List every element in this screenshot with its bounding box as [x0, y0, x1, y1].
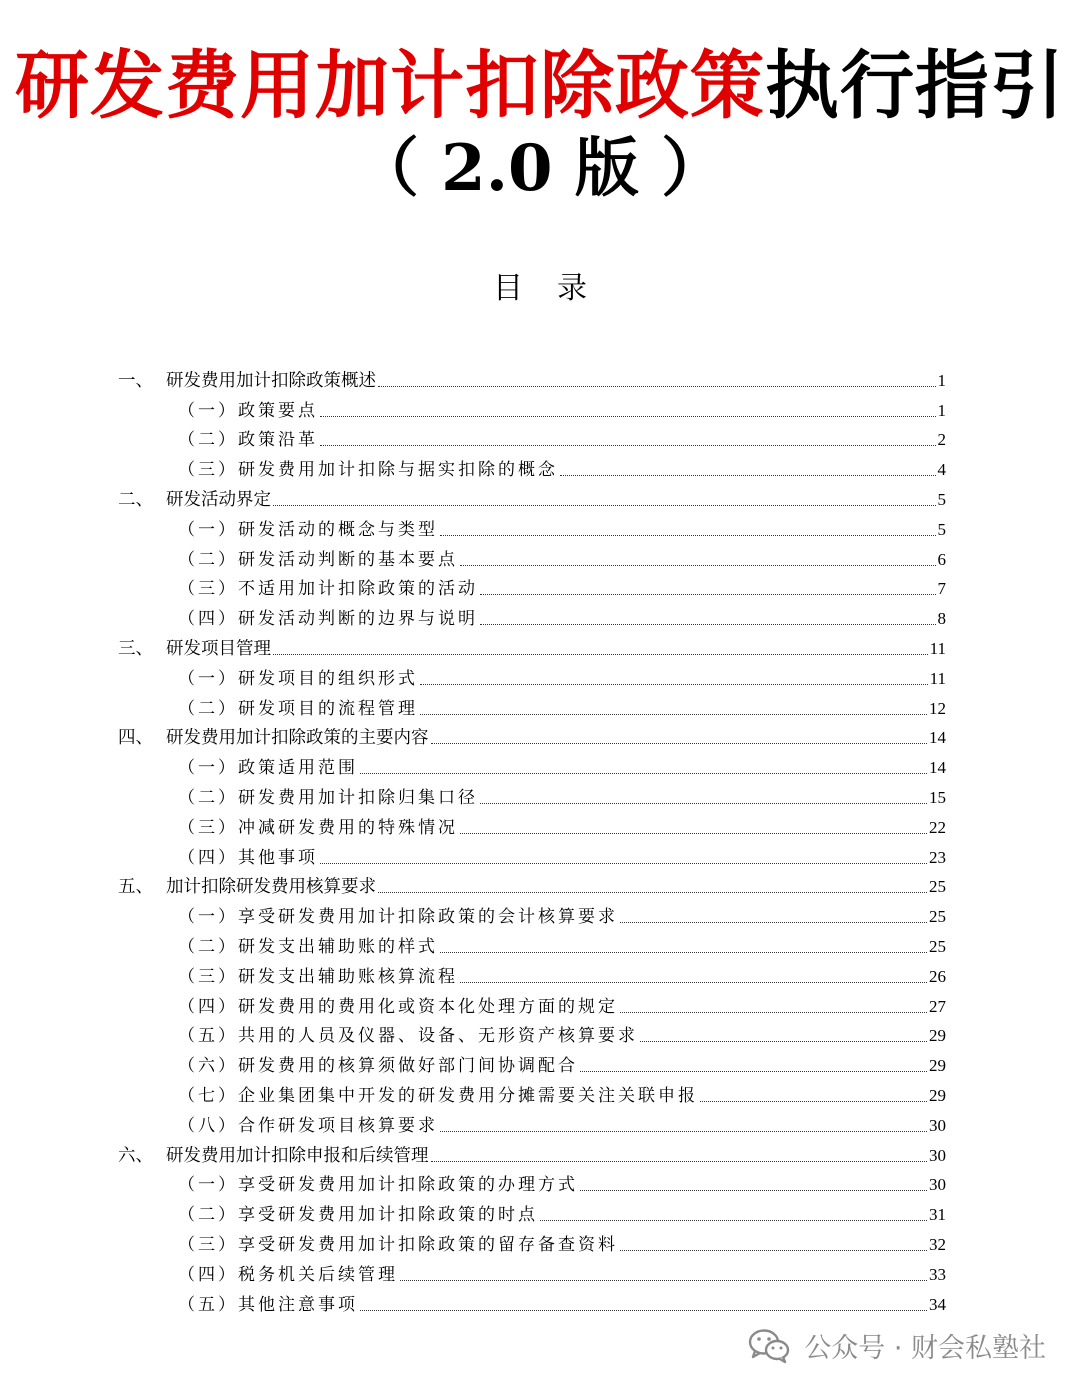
toc-entry-title: （八）合作研发项目核算要求 [178, 1115, 438, 1136]
toc-page-number: 30 [929, 1115, 946, 1135]
toc-page-number: 29 [929, 1026, 946, 1046]
toc-page-number: 30 [929, 1145, 946, 1165]
toc-subsection-entry [118, 423, 946, 453]
toc-entry-title: （五）共用的人员及仪器、设备、无形资产核算要求 [178, 1026, 638, 1047]
toc-dot-leader [620, 1250, 927, 1251]
toc-subsection-entry [118, 572, 946, 602]
toc-section-entry [118, 363, 946, 393]
toc-dot-leader [580, 1071, 927, 1072]
toc-dot-leader [620, 1012, 927, 1013]
toc-dot-leader [460, 982, 927, 983]
toc-page-number: 12 [929, 698, 946, 718]
toc-section-entry [118, 721, 946, 751]
toc-subsection-entry [118, 1019, 946, 1049]
toc-page-number: 4 [937, 460, 946, 480]
toc-subsection-entry [118, 750, 946, 780]
toc-entry-title: （七）企业集团集中开发的研发费用分摊需要关注关联申报 [178, 1085, 698, 1106]
toc-page-number: 1 [937, 400, 946, 420]
toc-entry-number: 二、 [118, 489, 153, 510]
toc-entry-title: （一）研发活动的概念与类型 [178, 519, 438, 540]
toc-entry-title: （四）税务机关后续管理 [178, 1264, 398, 1285]
toc-subsection-entry [118, 661, 946, 691]
toc-dot-leader [620, 922, 927, 923]
toc-dot-leader [460, 565, 936, 566]
toc-page-number: 34 [929, 1294, 946, 1314]
toc-entry-title: 研发费用加计扣除申报和后续管理 [166, 1145, 429, 1166]
toc-subsection-entry [118, 1168, 946, 1198]
toc-page-number: 14 [929, 758, 946, 778]
toc-page-number: 6 [937, 549, 946, 569]
toc-entry-title: （四）研发活动判断的边界与说明 [178, 609, 478, 630]
toc-dot-leader [560, 475, 936, 476]
toc-entry-title: （五）其他注意事项 [178, 1294, 358, 1315]
toc-entry-title: （六）研发费用的核算须做好部门间协调配合 [178, 1056, 578, 1077]
toc-subsection-entry [118, 542, 946, 572]
toc-subsection-entry [118, 1257, 946, 1287]
toc-entry-title: （一）政策适用范围 [178, 758, 358, 779]
document-version: （ 2.0 版 ） [354, 131, 726, 206]
toc-dot-leader [460, 833, 927, 834]
toc-entry-title: （一）享受研发费用加计扣除政策的办理方式 [178, 1175, 578, 1196]
wechat-icon [748, 1328, 790, 1364]
toc-dot-leader [378, 892, 927, 893]
toc-subsection-entry [118, 1197, 946, 1227]
toc-page-number: 11 [929, 668, 946, 688]
toc-section-entry [118, 870, 946, 900]
toc-page-number: 27 [929, 996, 946, 1016]
toc-dot-leader [440, 535, 936, 536]
toc-dot-leader [540, 1220, 927, 1221]
toc-section-entry [118, 482, 946, 512]
toc-subsection-entry [118, 929, 946, 959]
toc-subsection-entry [118, 959, 946, 989]
toc-page-number: 29 [929, 1056, 946, 1076]
watermark [748, 1326, 1046, 1365]
toc-subsection-entry [118, 452, 946, 482]
toc-entry-number: 六、 [118, 1145, 153, 1166]
document-title [0, 38, 1080, 134]
toc-dot-leader [273, 654, 928, 655]
toc-dot-leader [431, 1161, 928, 1162]
toc-page-number: 32 [929, 1234, 946, 1254]
watermark-text: 公众号 · 财会私塾社 [804, 1333, 1046, 1364]
toc-entry-title: （四）研发费用的费用化或资本化处理方面的规定 [178, 996, 618, 1017]
toc-section-entry [118, 631, 946, 661]
toc-heading: 目录 [493, 271, 621, 306]
toc-page-number: 31 [929, 1205, 946, 1225]
toc-entry-title: （二）研发活动判断的基本要点 [178, 549, 458, 570]
toc-page-number: 25 [929, 877, 946, 897]
toc-page-number: 7 [937, 579, 946, 599]
toc-dot-leader [700, 1101, 927, 1102]
toc-entry-title: （二）研发项目的流程管理 [178, 698, 418, 719]
toc-page-number: 29 [929, 1085, 946, 1105]
toc-entry-title: （一）政策要点 [178, 400, 318, 421]
toc-dot-leader [320, 445, 936, 446]
toc-dot-leader [320, 863, 927, 864]
toc-entry-title: （二）享受研发费用加计扣除政策的时点 [178, 1205, 538, 1226]
toc-subsection-entry [118, 780, 946, 810]
toc-page-number: 26 [929, 966, 946, 986]
toc-dot-leader [420, 684, 928, 685]
toc-subsection-entry [118, 810, 946, 840]
toc-subsection-entry [118, 840, 946, 870]
toc-dot-leader [480, 624, 936, 625]
toc-page-number: 5 [937, 519, 946, 539]
toc-entry-title: 研发项目管理 [166, 638, 271, 659]
toc-subsection-entry [118, 601, 946, 631]
toc-entry-title: 研发活动界定 [166, 489, 271, 510]
toc-page-number: 25 [929, 907, 946, 927]
toc-page-number: 25 [929, 936, 946, 956]
toc-dot-leader [378, 386, 936, 387]
toc-subsection-entry [118, 1048, 946, 1078]
toc-dot-leader [431, 743, 928, 744]
toc-dot-leader [580, 1190, 927, 1191]
toc-dot-leader [420, 714, 927, 715]
toc-page-number: 15 [929, 787, 946, 807]
toc-dot-leader [480, 803, 927, 804]
toc-page-number: 11 [929, 638, 946, 658]
toc-dot-leader [400, 1280, 927, 1281]
toc-dot-leader [273, 505, 936, 506]
toc-entry-title: （三）研发支出辅助账核算流程 [178, 966, 458, 987]
toc-dot-leader [360, 1310, 927, 1311]
toc-subsection-entry [118, 1078, 946, 1108]
toc-page-number: 5 [937, 489, 946, 509]
toc-subsection-entry [118, 989, 946, 1019]
toc-entry-title: （四）其他事项 [178, 847, 318, 868]
toc-entry-title: （三）不适用加计扣除政策的活动 [178, 579, 478, 600]
toc-page-number: 22 [929, 817, 946, 837]
toc-page-number: 8 [937, 609, 946, 629]
table-of-contents [118, 363, 946, 1317]
toc-dot-leader [360, 773, 927, 774]
toc-entry-title: （二）研发费用加计扣除归集口径 [178, 787, 478, 808]
toc-page-number: 33 [929, 1264, 946, 1284]
toc-subsection-entry [118, 1227, 946, 1257]
toc-subsection-entry [118, 393, 946, 423]
toc-section-entry [118, 1138, 946, 1168]
toc-entry-title: （三）享受研发费用加计扣除政策的留存备查资料 [178, 1234, 618, 1255]
toc-subsection-entry [118, 691, 946, 721]
toc-dot-leader [320, 416, 936, 417]
toc-dot-leader [480, 594, 936, 595]
toc-entry-title: （二）研发支出辅助账的样式 [178, 936, 438, 957]
toc-page-number: 30 [929, 1175, 946, 1195]
toc-entry-title: 研发费用加计扣除政策的主要内容 [166, 728, 429, 749]
toc-entry-title: 加计扣除研发费用核算要求 [166, 877, 376, 898]
title-black-part: 执行指引 [765, 43, 1065, 129]
toc-page-number: 1 [937, 370, 946, 390]
toc-page-number: 14 [929, 728, 946, 748]
toc-entry-title: （一）享受研发费用加计扣除政策的会计核算要求 [178, 907, 618, 928]
toc-subsection-entry [118, 512, 946, 542]
toc-entry-title: （一）研发项目的组织形式 [178, 668, 418, 689]
toc-subsection-entry [118, 1108, 946, 1138]
toc-entry-title: 研发费用加计扣除政策概述 [166, 370, 376, 391]
toc-page-number: 2 [937, 430, 946, 450]
toc-subsection-entry [118, 899, 946, 929]
toc-dot-leader [440, 1131, 927, 1132]
toc-entry-number: 四、 [118, 728, 153, 749]
toc-subsection-entry [118, 1287, 946, 1317]
toc-entry-title: （三）冲减研发费用的特殊情况 [178, 817, 458, 838]
toc-dot-leader [440, 952, 927, 953]
toc-dot-leader [640, 1041, 927, 1042]
toc-page-number: 23 [929, 847, 946, 867]
toc-entry-number: 三、 [118, 638, 153, 659]
toc-entry-number: 一、 [118, 370, 153, 391]
toc-entry-title: （三）研发费用加计扣除与据实扣除的概念 [178, 460, 558, 481]
toc-entry-title: （二）政策沿革 [178, 430, 318, 451]
title-red-part: 研发费用加计扣除政策 [15, 43, 765, 129]
toc-entry-number: 五、 [118, 877, 153, 898]
